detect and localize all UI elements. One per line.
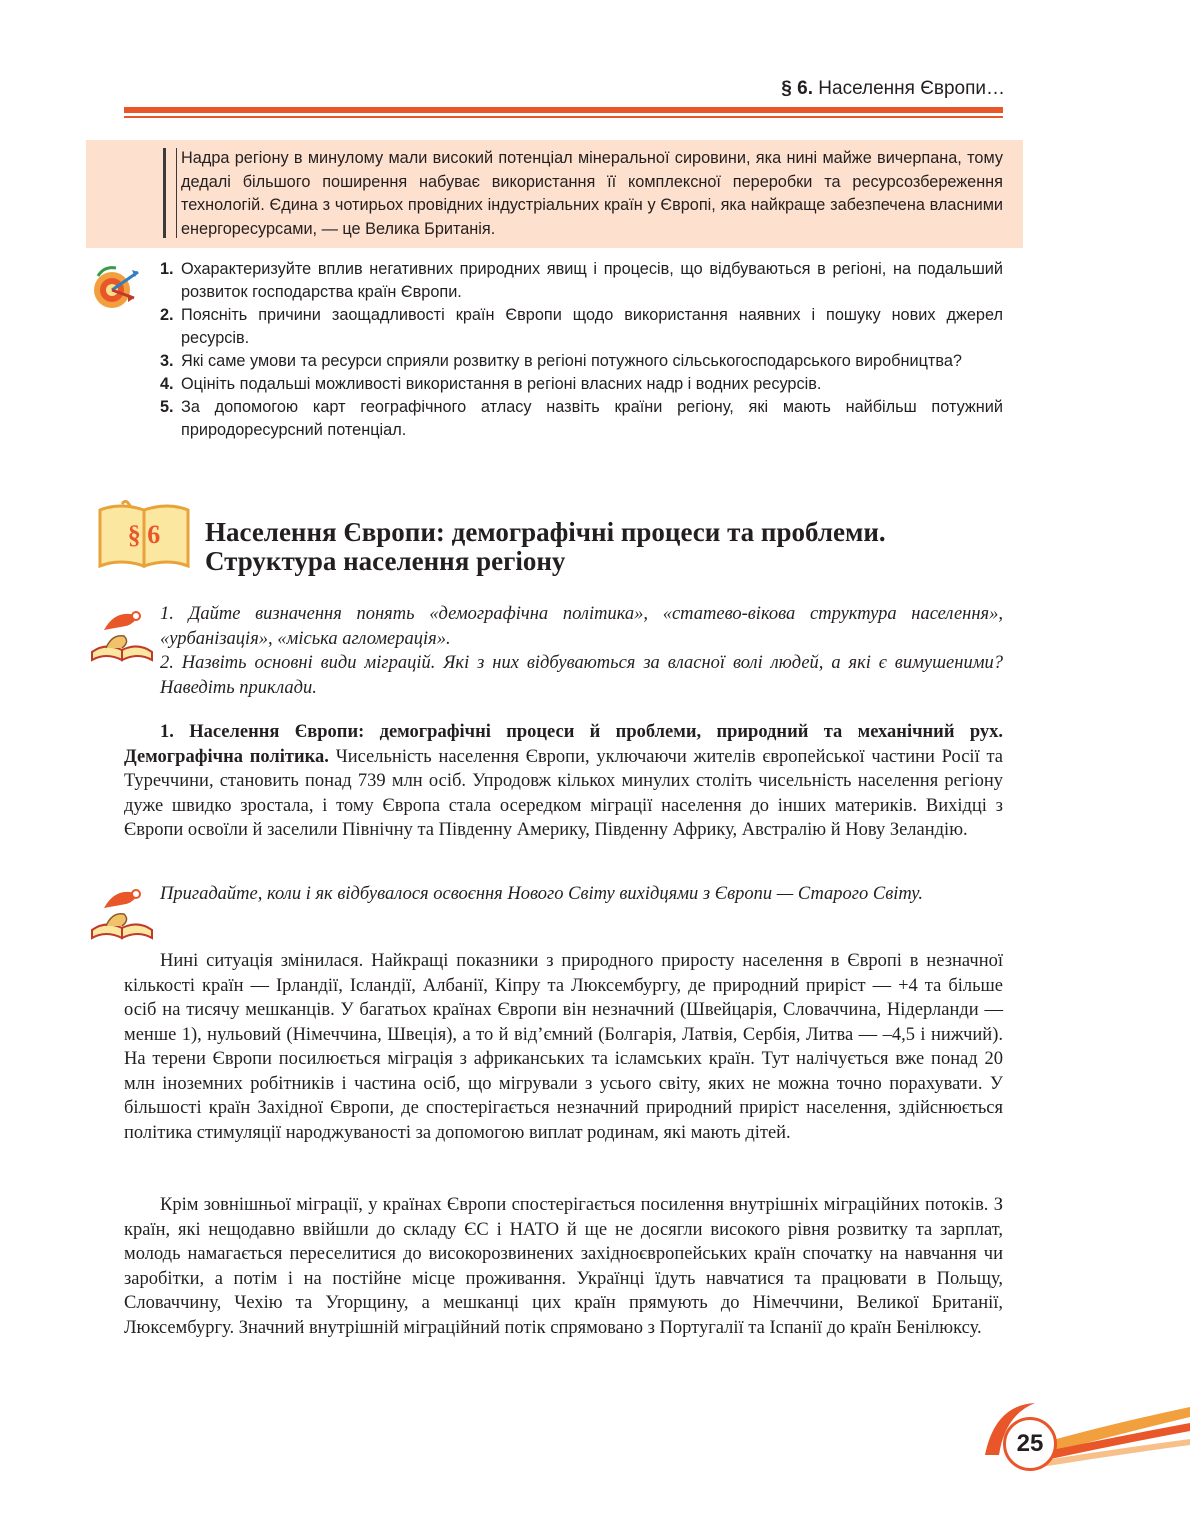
running-header-mark: § 6. [781,78,813,99]
subsection-title: 1. Населення Європи: демографічні процеси й проблеми, природний та механічний рух. Демографічна політика. [124,722,1003,767]
body-paragraph-1 [124,720,1003,843]
header-rule [124,107,1003,113]
section-book-icon [96,500,192,568]
running-header-title: Населення Європи… [818,78,1005,99]
section-title-line2: Структура населення регіону [205,546,566,576]
callout-text: Надра регіону в минулому мали високий потенціал мінеральної сировини, яка нині майже вичерпана, тому дедалі більшого поширення набуває використання її комплексної переробки та ресурсозбереження технологій. Єдина з чотирьох провідних індустріальних країн у Європі, яка найкраще забезпечена власними енергоресурсами, — це Велика Британія. [181,149,1003,238]
intro-question-1: 1. Дайте визначення понять «демографічна політика», «статево-вікова структура населення», «урбанізація», «міська агломерація». [160,604,1003,649]
intro-question-2: 2. Назвіть основні види міграцій. Які з них відбуваються за власної волі людей, а які є вимушеними? Наведіть приклади. [160,653,1003,698]
list-item: 2. Поясніть причини заощадливості країн Європи щодо використання наявних і пошуку нових джерел ресурсів. [160,306,1003,347]
reminder-text: Пригадайте, коли і як відбувалося освоєння Нового Світу вихідцями з Європи — Старого Світу. [160,884,923,904]
header-rule-thin [124,116,1003,118]
list-item: 1. Охарактеризуйте вплив негативних природних явищ і процесів, що відбуваються в регіоні, на подальший розвиток господарства країн Європи. [160,260,1003,301]
section-badge-label: § 6 [127,520,161,549]
list-item: 3. Які саме умови та ресурси сприяли розвитку в регіоні потужного сільськогосподарського виробництва? [160,352,962,370]
paragraph-text: Крім зовнішньої міграції, у країнах Європи спостерігається посилення внутрішніх міграційних потоків. З країн, які нещодавно ввійшли до складу ЄС і НАТО й ще не досягли високого рівня розвитку та зарплат, молодь намагається переселитися до високорозвинених західноєвропейських країн спочатку на навчання чи заробітки, а потім і на постійне місце проживання. Українці їдуть навчатися та працювати в Польщу, Словаччину, Чехію та Угорщину, а мешканці цих країн прямують до Німеччини, Великої Британії, Люксембургу. Значний внутрішній міграційний потік спрямовано з Португалії та Іспанії до країн Бенілюксу. [124,1195,1003,1338]
section-title-line1: Населення Європи: демографічні процеси та проблеми. [205,517,886,547]
book-cap-icon [86,602,158,662]
book-cap-icon [86,880,158,940]
target-icon [88,258,144,314]
list-item: 4. Оцініть подальші можливості використання в регіоні власних надр і водних ресурсів. [160,375,822,393]
paragraph-text: Нині ситуація змінилася. Найкращі показники з природного приросту населення в Європі в незначної кількості країн — Ірландії, Ісландії, Албанії, Кіпру та Люксембургу, де природний приріст — +4 та більше осіб на тисячу мешканців. У багатьох країнах Європи він незначний (Швейцарія, Словаччина, Нідерланди — менше 1), нульовий (Німеччина, Швеція), а то й від’ємний (Болгарія, Латвія, Сербія, Литва — –4,5 і нижчий). На терени Європи посилюється міграція з африканських та ісламських країн. Тут налічується вже понад 20 млн іноземних робітників і частина осіб, що мігрували з усього світу, яких не можна точно порахувати. У більшості країн Західної Європи, де спостерігається незначний природний приріст населення, здійснюється політика стимуляції народжуваності за допомогою виплат родинам, які мають дітей. [124,951,1003,1143]
paragraph-text: Чисельність населення Європи, уключаючи жителів європейської частини Росії та Туреччини, становить понад 739 млн осіб. Упродовж кількох минулих століть чисельність населення регіону дуже швидко зростала, і тому Європа стала осередком міграції населення до інших материків. Вихідці з Європи освоїли й заселили Північну та Південну Америку, Південну Африку, Австралію й Нову Зеландію. [124,746,1003,840]
callout-marker [163,148,177,238]
list-item: 5. За допомогою карт географічного атласу назвіть країни регіону, які мають найбільш потужний природоресурсний потенціал. [160,398,1003,439]
intro-questions [160,602,1003,700]
body-paragraph-3 [124,1193,1003,1340]
review-questions [160,258,1003,442]
body-paragraph-2 [124,949,1003,1145]
running-header [0,78,1005,100]
section-title [205,518,1005,576]
page-number: 25 [1003,1417,1057,1471]
